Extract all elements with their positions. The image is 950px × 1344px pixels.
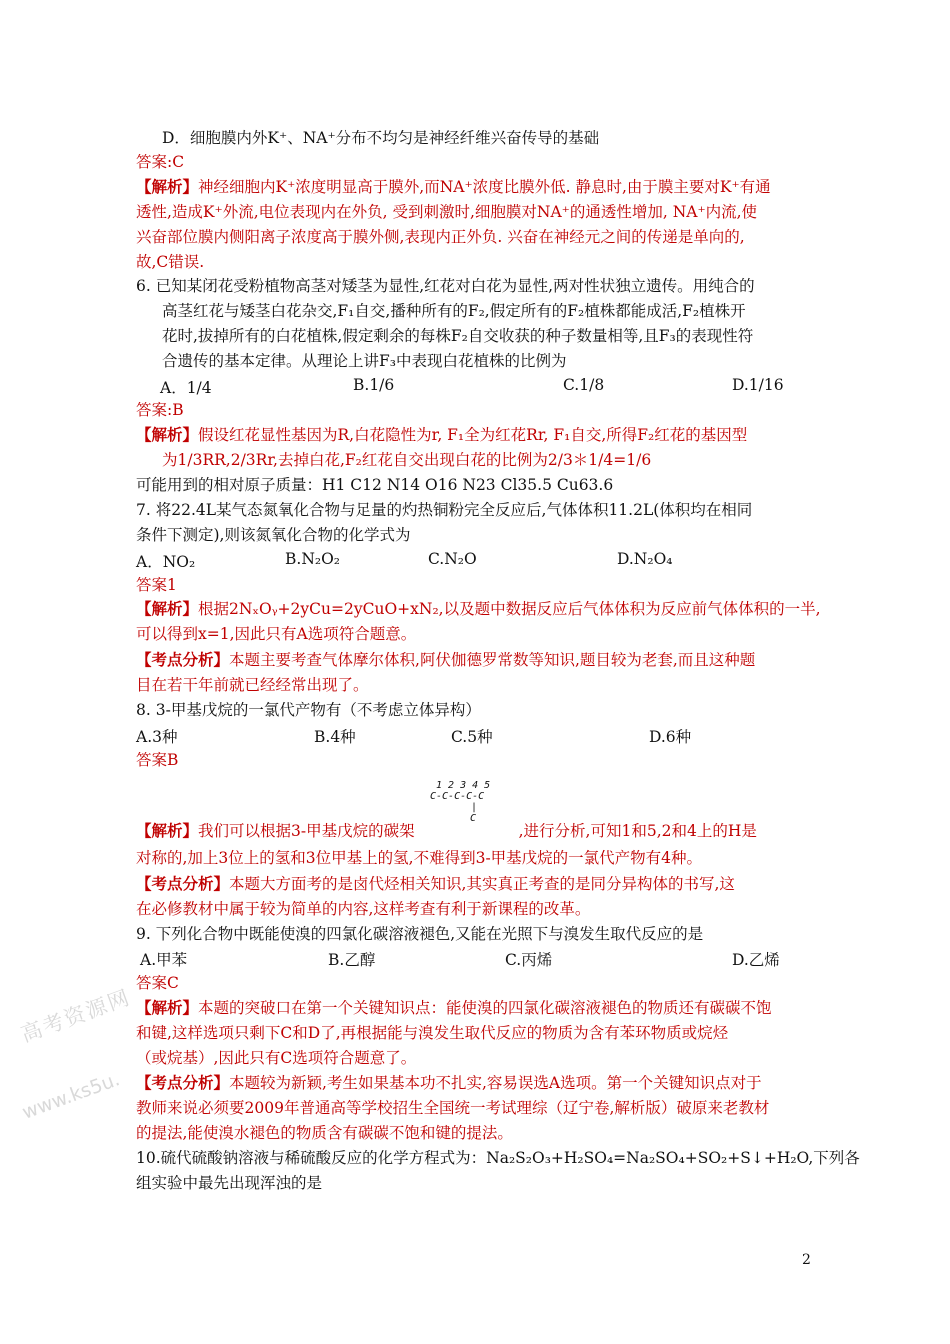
kaodian-tag: 【考点分析】 [136,650,230,669]
q9-option-a: A.甲苯 [140,951,188,969]
q10-stem-line: 组实验中最先出现浑浊的是 [136,1174,323,1192]
page-number: 2 [802,1252,811,1268]
q9-analysis-line: 和键,这样选项只剩下C和D了,再根据能与溴发生取代反应的物质为含有苯环物质或烷烃 [136,1024,729,1042]
q7-answer: 答案1 [136,576,177,594]
q9-kaodian-line: 【考点分析】本题较为新颖,考生如果基本功不扎实,容易误选A选项。第一个关键知识点对于 [136,1073,762,1092]
kaodian-tag: 【考点分析】 [136,1073,230,1092]
q7-option-a: A．NO₂ [136,553,196,571]
q8-option-a: A.3种 [136,728,178,746]
q9-option-c: C.丙烯 [505,951,553,969]
atomic-masses: 可能用到的相对原子质量：H1 C12 N14 O16 N23 Cl35.5 Cu63.6 [136,476,614,494]
q7-kaodian-line: 目在若干年前就已经经常出现了。 [136,676,369,694]
q5-analysis-line: 透性,造成K⁺外流,电位表现内在外负, 受到刺激时,细胞膜对NA⁺的通透性增加, NA⁺内流,使 [136,203,758,221]
q6-option-d: D.1/16 [732,376,784,394]
q6-stem-line: 合遗传的基本定律。从理论上讲F₃中表现白花植株的比例为 [162,352,567,370]
q5-analysis-line: 兴奋部位膜内侧阳离子浓度高于膜外侧,表现内正外负. 兴奋在神经元之间的传递是单向的, [136,228,745,246]
q9-kaodian-line: 的提法,能使溴水褪色的物质含有碳碳不饱和键的提法。 [136,1124,513,1142]
q9-option-b: B.乙醇 [328,951,376,969]
q10-stem-line: 10.硫代硫酸钠溶液与稀硫酸反应的化学方程式为：Na₂S₂O₃+H₂SO₄=Na₂SO₄+SO₂+S↓+H₂O,下列各 [136,1149,860,1167]
q6-analysis-line: 【解析】假设红花显性基因为R,白花隐性为r, F₁全为红花Rr, F₁自交,所得F₂红花的基因型 [136,425,748,444]
analysis-tag: 【解析】 [136,177,199,196]
q9-analysis-line: （或烷基）,因此只有C选项符合题意了。 [136,1049,417,1067]
q9-answer: 答案C [136,974,179,992]
q8-option-b: B.4种 [314,728,356,746]
q7-option-d: D.N₂O₄ [617,550,673,568]
chain-main: C-C-C-C-C [430,791,485,802]
q6-analysis-line: 为1/3RR,2/3Rr,去掉白花,F₂红花自交出现白花的比例为2/3＊1/4=1/6 [162,451,652,469]
watermark-url: www.ks5u. [19,1068,123,1124]
q5-analysis-line: 故,C错误. [136,253,205,271]
q5-answer: 答案:C [136,153,185,171]
analysis-tag: 【解析】 [136,998,199,1017]
analysis-tag: 【解析】 [136,425,199,444]
carbon-skeleton-diagram [430,780,490,824]
q8-analysis-line: 对称的,加上3位上的氢和3位甲基上的氢,不难得到3-甲基戊烷的一氯代产物有4种。 [136,849,703,867]
q9-analysis-line: 【解析】本题的突破口在第一个关键知识点：能使溴的四氯化碳溶液褪色的物质还有碳碳不饱 [136,998,772,1017]
q7-stem-line: 7. 将22.4L某气态氮氧化合物与足量的灼热铜粉完全反应后,气体体积11.2L(体积均在相同 [136,501,753,519]
q6-stem-line: 6. 已知某闭花受粉植物高茎对矮茎为显性,红花对白花为显性,两对性状独立遗传。用纯合的 [136,277,755,295]
q8-option-c: C.5种 [451,728,493,746]
q8-option-d: D.6种 [649,728,692,746]
watermark-text: 高考资源网 [17,984,134,1047]
q7-option-b: B.N₂O₂ [285,550,341,568]
q8-stem: 8. 3-甲基戊烷的一氯代产物有（不考虑立体异构） [136,701,481,719]
q6-option-a: A．1/4 [160,379,212,397]
q7-kaodian-line: 【考点分析】本题主要考查气体摩尔体积,阿伏伽德罗常数等知识,题目较为老套,而且这种题 [136,650,756,669]
q5-analysis-line: 【解析】神经细胞内K⁺浓度明显高于膜外,而NA⁺浓度比膜外低. 静息时,由于膜主要对K⁺有通 [136,177,771,196]
q9-kaodian-line: 教师来说必须要2009年普通高等学校招生全国统一考试理综（辽宁卷,解析版）破原来老教材 [136,1099,770,1117]
chain-bond: | [471,802,478,813]
q6-answer: 答案:B [136,401,184,419]
chain-branch: C [470,813,477,824]
q6-stem-line: 花时,拔掉所有的白花植株,假定剩余的每株F₂自交收获的种子数量相等,且F₃的表现性符 [162,327,754,345]
kaodian-tag: 【考点分析】 [136,874,230,893]
q6-option-c: C.1/8 [563,376,605,394]
q7-stem-line: 条件下测定),则该氮氧化合物的化学式为 [136,526,411,544]
analysis-tag: 【解析】 [136,821,199,840]
q7-analysis-line: 【解析】根据2NₓOᵧ+2yCu=2yCuO+xN₂,以及题中数据反应后气体体积为反应前气体体积的一半, [136,599,821,618]
q8-kaodian-line: 在必修教材中属于较为简单的内容,这样考查有利于新课程的改革。 [136,900,591,918]
q8-analysis-line: 【解析】我们可以根据3-甲基戊烷的碳架 ,进行分析,可知1和5,2和4上的H是 [136,821,757,840]
q8-answer: 答案B [136,751,179,769]
q7-option-c: C.N₂O [428,550,477,568]
q9-option-d: D.乙烯 [732,951,780,969]
analysis-tag: 【解析】 [136,599,199,618]
q8-kaodian-line: 【考点分析】本题大方面考的是卤代烃相关知识,其实真正考查的是同分异构体的书写,这 [136,874,735,893]
q9-stem: 9. 下列化合物中既能使溴的四氯化碳溶液褪色,又能在光照下与溴发生取代反应的是 [136,925,704,943]
q7-analysis-line: 可以得到x=1,因此只有A选项符合题意。 [136,625,417,643]
q5-option-d: D．细胞膜内外K⁺、NA⁺分布不均匀是神经纤维兴奋传导的基础 [162,129,600,147]
q6-option-b: B.1/6 [353,376,395,394]
chain-numbers: 1 2 3 4 5 [436,780,491,791]
q6-stem-line: 高茎红花与矮茎白花杂交,F₁自交,播种所有的F₂,假定所有的F₂植株都能成活,F₂植株开 [162,302,746,320]
